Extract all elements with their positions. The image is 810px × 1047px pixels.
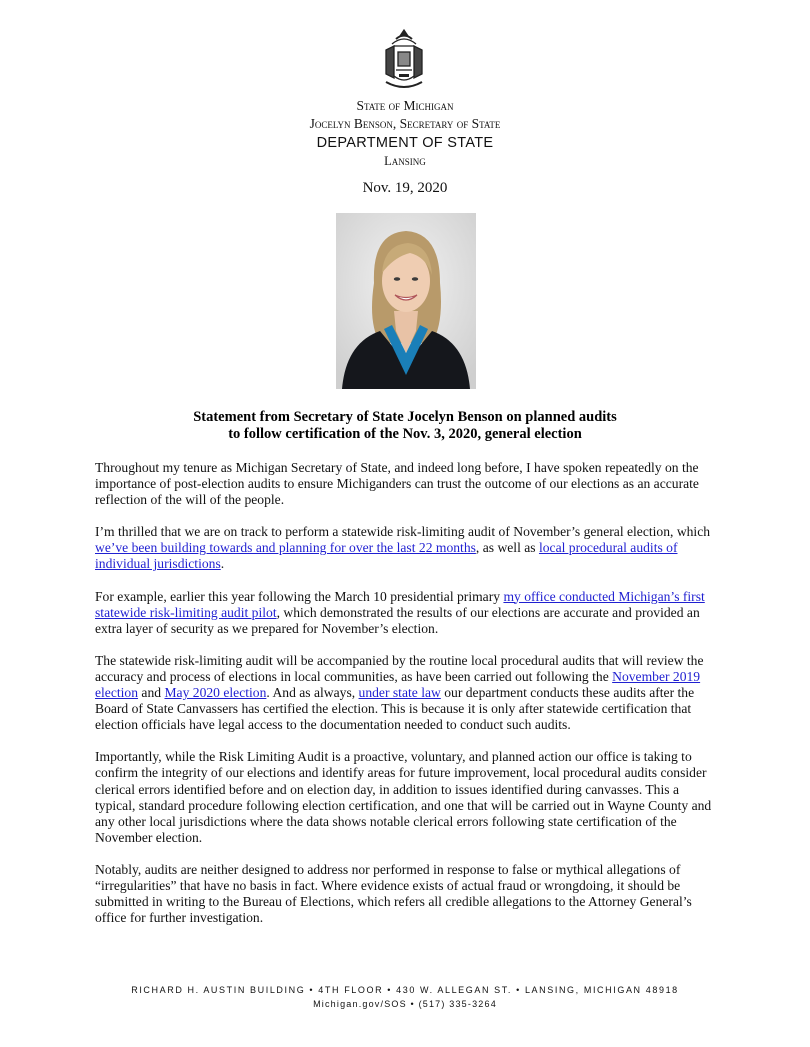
letterhead-secretary: Jocelyn Benson, Secretary of State [309,116,501,131]
state-law-link[interactable]: under state law [358,685,441,701]
michigan-seal-icon [372,28,436,94]
footer-contact: Michigan.gov/SOS • (517) 335-3264 [313,999,497,1009]
paragraph-4 [95,653,722,733]
p3-text-1: For example, earlier this year following the March 10 presidential primary [95,588,504,604]
p4-text-4: our department conducts these audits after the Board of State Canvassers has certified the election. This is because it is only after statewide certification that election officials have legal access to the documentation needed to conduct such audits. [95,685,695,733]
letterhead-department: DEPARTMENT OF STATE [316,135,494,151]
p3-text-2: , which demonstrated the results of our elections are accurate and provided an extra layer of security as we prepared for November’s election. [95,604,700,636]
document-date: Nov. 19, 2020 [362,180,448,196]
letterhead-city: Lansing [384,154,426,168]
p2-text-2: , as well as [475,540,539,556]
paragraph-2 [95,524,722,572]
p2-text-3: . [220,556,225,572]
planning-link[interactable]: we’ve been building towards and planning for over the last 22 months [95,540,476,556]
rla-pilot-link[interactable]: my office conducted Michigan’s first statewide risk-limiting audit pilot [95,588,705,620]
local-procedural-audits-link[interactable]: local procedural audits of individual jurisdictions [95,540,678,572]
letterhead-state: State of Michigan [356,98,454,113]
p4-text-2: and [138,685,165,701]
november-2019-election-link[interactable]: November 2019 election [95,668,701,701]
paragraph-5: Importantly, while the Risk Limiting Audit is a proactive, voluntary, and planned action our office is taking to confirm the integrity of our elections and identify areas for future improvement, local procedural audits consider clerical errors identified before and on election day, in addition to issues identified during canvasses. This a typical, standard procedure following election certification, and one that will be carried out in Wayne County and any other local jurisdictions where the data shows notable clerical errors following state certification of the November election. [95,749,712,845]
statement-body [95,460,722,942]
p4-text-3: . And as always, [266,685,359,701]
paragraph-3 [95,589,722,637]
p2-text-1: I’m thrilled that we are on track to perform a statewide risk-limiting audit of November’s general election, which [95,524,711,540]
p4-text-1: The statewide risk-limiting audit will be accompanied by the routine local procedural audits that will review the accuracy and process of elections in local communities, as have been carried out following the [95,652,704,684]
footer-address: RICHARD H. AUSTIN BUILDING • 4TH FLOOR • 430 W. ALLEGAN ST. • LANSING, MICHIGAN 48918 [131,985,679,995]
portrait-photo [336,213,476,389]
may-2020-election-link[interactable]: May 2020 election [164,685,267,701]
title-line-1: Statement from Secretary of State Jocelyn Benson on planned audits [193,409,617,425]
paragraph-6: Notably, audits are neither designed to address nor performed in response to false or mythical allegations of “irregularities” that have no basis in fact. Where evidence exists of actual fraud or wrongdoing, it should be submitted in writing to the Bureau of Elections, which refers all credible allegations to the Attorney General’s office for further investigation. [95,861,692,926]
title-line-2: to follow certification of the Nov. 3, 2020, general election [228,426,582,442]
paragraph-1: Throughout my tenure as Michigan Secretary of State, and indeed long before, I have spoken repeatedly on the importance of post-election audits to ensure Michiganders can trust the outcome of our elections as an accurate reflection of the will of the people. [95,460,699,508]
statement-title [140,409,670,443]
